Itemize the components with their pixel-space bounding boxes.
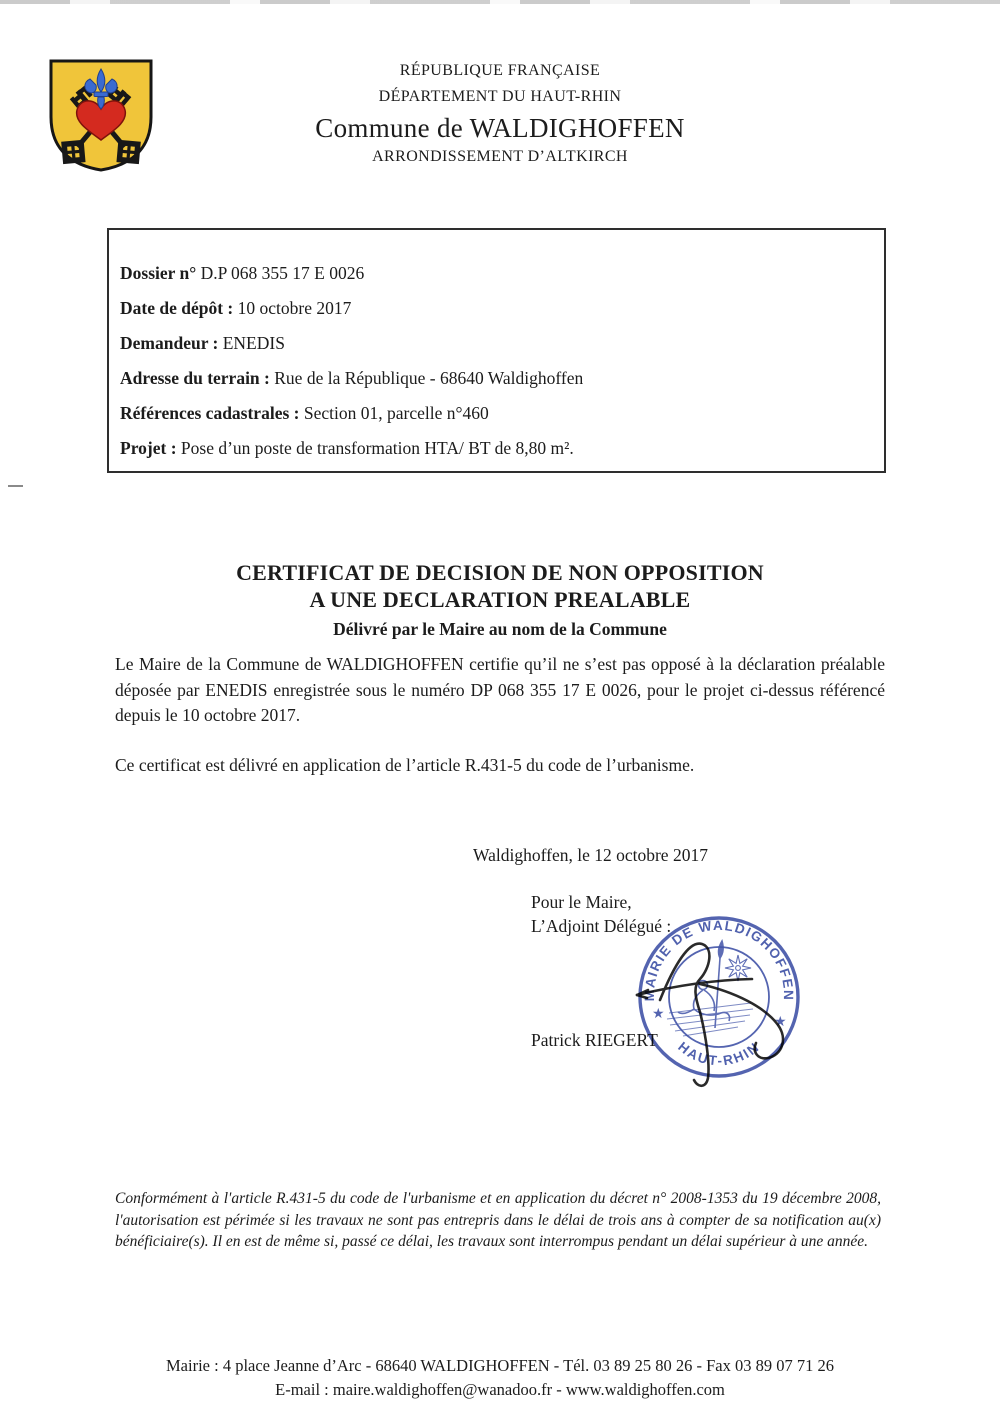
field-label: Références cadastrales : — [120, 403, 300, 423]
title-line-1: CERTIFICAT DE DECISION DE NON OPPOSITION — [236, 560, 764, 585]
republic-line: RÉPUBLIQUE FRANÇAISE — [399, 62, 601, 79]
certification-paragraph: Le Maire de la Commune de WALDIGHOFFEN certifie qu’il ne s’est pas opposé à la déclaration préalable déposée par ENEDIS enregistrée sous le numéro DP 068 355 17 E 0026, pour le projet ci-dessus référencé depuis le 10 octobre 2017. — [115, 654, 885, 725]
letterhead — [0, 62, 1000, 166]
for-the-mayor-line: Pour le Maire, — [531, 892, 632, 912]
field-value: Rue de la République - 68640 Waldighoffen — [269, 368, 584, 388]
handwritten-signature — [580, 916, 830, 1101]
footer-email-website: E-mail : maire.waldighoffen@wanadoo.fr - www.waldighoffen.com — [275, 1380, 725, 1399]
field-label: Adresse du terrain : — [120, 368, 270, 388]
stamp-top-text: MAIRIE DE WALDIGHOFFEN — [641, 917, 797, 1002]
title-subtitle: Délivré par le Maire au nom de la Commune — [333, 619, 667, 639]
field-label: Projet : — [120, 438, 177, 458]
stamp-left-star-icon: ★ — [652, 1007, 665, 1022]
fold-mark — [8, 485, 23, 487]
field-value: ENEDIS — [218, 333, 285, 353]
stamp-bottom-text: HAUT-RHIN — [675, 1038, 763, 1069]
scan-artifact-edge — [0, 0, 1000, 4]
footer-address-phone: Mairie : 4 place Jeanne d’Arc - 68640 WALDIGHOFFEN - Tél. 03 89 25 80 26 - Fax 03 89 07 71 26 — [166, 1356, 834, 1375]
field-value: D.P 068 355 17 E 0026 — [196, 263, 365, 283]
footer-contact — [0, 1354, 1000, 1402]
title-line-2: A UNE DECLARATION PREALABLE — [309, 587, 691, 612]
project-row — [120, 431, 876, 466]
department-line: DÉPARTEMENT DU HAUT-RHIN — [378, 88, 622, 105]
field-label: Dossier n° — [120, 263, 197, 283]
field-value: 10 octobre 2017 — [233, 298, 352, 318]
cadastral-row — [120, 396, 876, 431]
applicant-row — [120, 326, 876, 361]
dossier-number-row — [120, 256, 876, 291]
address-row — [120, 361, 876, 396]
field-value: Pose d’un poste de transformation HTA/ BT de 8,80 m². — [176, 438, 574, 458]
arrondissement-line: ARRONDISSEMENT D’ALTKIRCH — [372, 148, 628, 165]
dossier-info-box — [107, 228, 886, 473]
field-label: Demandeur : — [120, 333, 219, 353]
certificate-title — [0, 559, 1000, 640]
field-label: Date de dépôt : — [120, 298, 234, 318]
deposit-date-row — [120, 291, 876, 326]
stamp-right-star-icon: ★ — [774, 1015, 787, 1030]
legal-notice: Conformément à l'article R.431-5 du code de l'urbanisme et en application du décret n° 2008-1353 du 19 décembre 2008, l'autorisation est périmée si les travaux ne sont pas entrepris dans le délai de trois ans à compter de sa notification au(x) bénéficiaire(s). Il en est de même si, passé ce délai, les travaux sont interrompus pendant un délai supérieur à une année. — [115, 1190, 881, 1250]
place-date-line: Waldighoffen, le 12 octobre 2017 — [473, 845, 708, 865]
signatory-name: Patrick RIEGERT — [531, 1030, 658, 1050]
deputy-line: L’Adjoint Délégué : — [531, 916, 672, 936]
legal-basis-paragraph: Ce certificat est délivré en application de l’article R.431-5 du code de l’urbanisme. — [115, 755, 695, 775]
commune-title: Commune de WALDIGHOFFEN — [315, 113, 685, 143]
field-value: Section 01, parcelle n°460 — [299, 403, 489, 423]
